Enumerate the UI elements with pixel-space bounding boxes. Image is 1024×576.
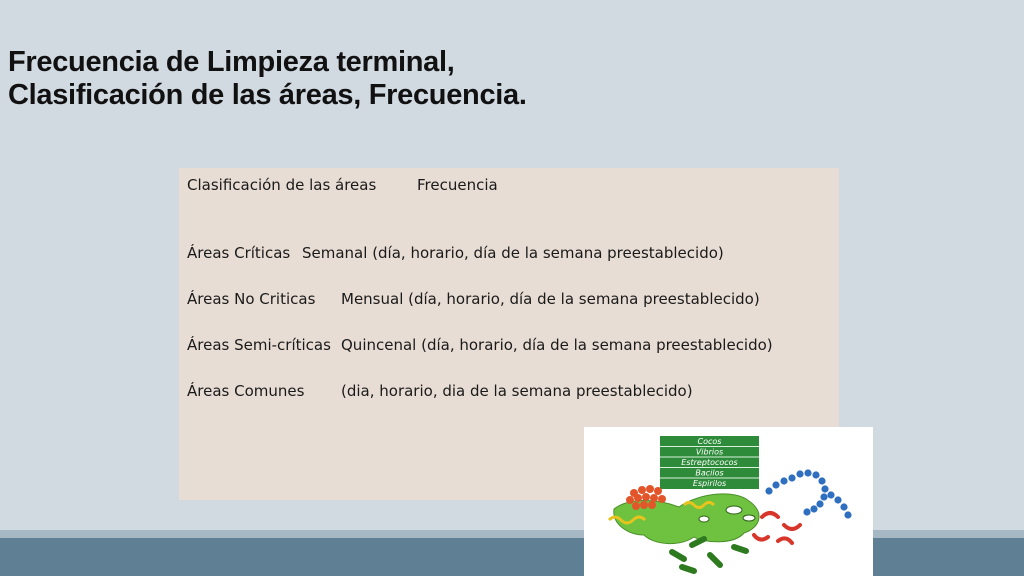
row-area: Áreas Comunes (187, 382, 305, 400)
header-area: Clasificación de las áreas (187, 176, 377, 194)
slide-title (8, 46, 527, 112)
row-frequency: Semanal (día, horario, día de la semana preestablecido) (302, 244, 724, 262)
table-row (187, 290, 760, 308)
row-area: Áreas Críticas (187, 244, 291, 262)
row-frequency: Mensual (día, horario, día de la semana preestablecido) (341, 290, 760, 308)
label-cocos: Cocos (697, 437, 722, 446)
slide-title-line-1: Frecuencia de Limpieza terminal, (8, 46, 455, 78)
row-area: Áreas No Criticas (187, 290, 316, 308)
streptococci-chain (765, 469, 851, 518)
table-row (187, 244, 724, 262)
label-estreptococos: Estreptococos (681, 458, 738, 467)
label-espirilos: Espirilos (692, 479, 727, 488)
header-frequency: Frecuencia (417, 176, 498, 194)
vibrios (754, 513, 800, 543)
bacilli (672, 539, 746, 571)
table-header-row (187, 176, 498, 194)
label-bacilos: Bacilos (695, 468, 724, 478)
row-frequency: (dia, horario, dia de la semana preestablecido) (341, 382, 693, 400)
label-vibrios: Vibrios (695, 447, 724, 457)
table-row (187, 336, 773, 354)
row-frequency: Quincenal (día, horario, día de la semana preestablecido) (341, 336, 773, 354)
bacteria-drawing (584, 427, 873, 576)
slide-title-line-2: Clasificación de las áreas, Frecuencia. (8, 79, 527, 111)
bacteria-illustration (584, 427, 873, 576)
table-row (187, 382, 693, 400)
row-area: Áreas Semi-críticas (187, 336, 331, 354)
